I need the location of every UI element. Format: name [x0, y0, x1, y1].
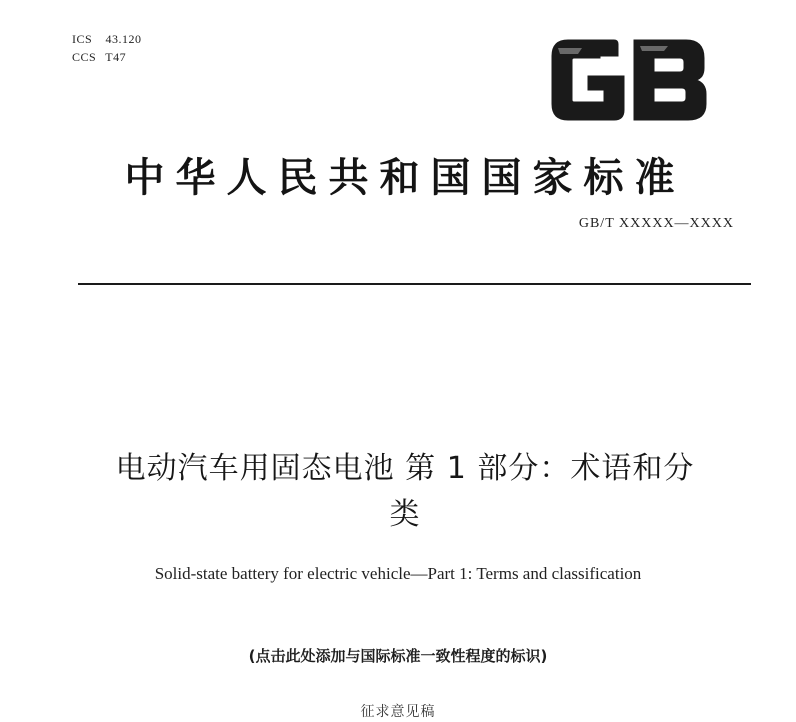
- standard-number: GB/T XXXXX—XXXX: [578, 216, 734, 231]
- english-title: Solid-state battery for electric vehicle—Part 1: Terms and classification: [154, 564, 642, 583]
- ics-code: [72, 30, 142, 48]
- document-title-line2: 类: [389, 497, 421, 532]
- gb-logo-icon: [548, 38, 710, 122]
- classification-codes: [72, 30, 142, 66]
- document-title: [60, 446, 750, 538]
- header-divider: [78, 283, 751, 285]
- ics-value: 43.120: [105, 32, 142, 46]
- standard-category-title: 中华人民共和国国家标准: [124, 155, 686, 201]
- ccs-label: CCS: [72, 50, 97, 64]
- consistency-note[interactable]: (点击此处添加与国际标准一致性程度的标识): [248, 647, 548, 665]
- document-title-line1: 电动汽车用固态电池 第 1 部分：术语和分: [115, 451, 695, 486]
- ics-label: ICS: [72, 32, 93, 46]
- draft-status: 征求意见稿: [360, 704, 436, 720]
- ccs-code: [72, 48, 142, 66]
- ccs-value: T47: [105, 50, 127, 64]
- gb-logo-letters: [552, 40, 706, 120]
